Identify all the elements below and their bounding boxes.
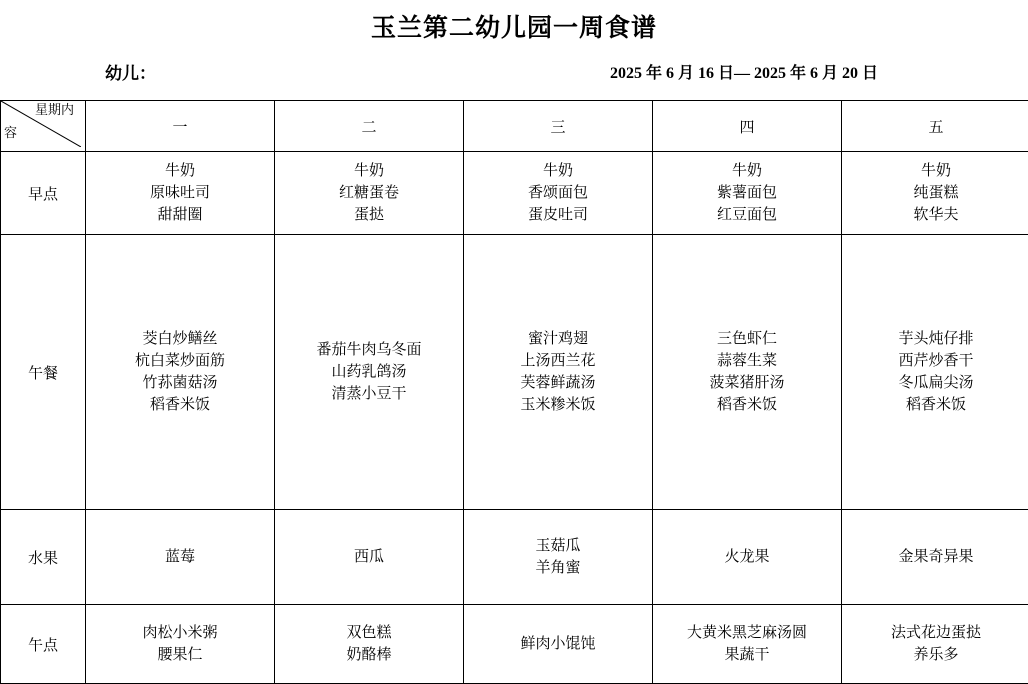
cell-lunch-mon: [86, 235, 275, 510]
menu-item: 杭白菜炒面筋: [88, 350, 272, 372]
menu-item: 果蔬干: [655, 644, 839, 666]
cell-fruit-fri: [842, 510, 1028, 605]
cell-breakfast-tue: [275, 152, 464, 235]
cell-fruit-wed: [464, 510, 653, 605]
menu-item: 腰果仁: [88, 644, 272, 666]
corner-label-content: 容: [4, 125, 17, 140]
menu-item: 原味吐司: [88, 182, 272, 204]
menu-item: 稻香米饭: [655, 394, 839, 416]
menu-item: 玉菇瓜: [466, 535, 650, 557]
cell-breakfast-wed: [464, 152, 653, 235]
menu-item: 菠菜猪肝汤: [655, 372, 839, 394]
menu-item: 红豆面包: [655, 204, 839, 226]
menu-item: 西芹炒香干: [844, 350, 1028, 372]
menu-item: 稻香米饭: [844, 394, 1028, 416]
day-header-3: 三: [464, 101, 653, 152]
cell-snack-wed: [464, 605, 653, 684]
cell-lunch-tue: [275, 235, 464, 510]
cell-snack-thu: [653, 605, 842, 684]
menu-item: 茭白炒鳝丝: [88, 328, 272, 350]
menu-item: 芙蓉鲜蔬汤: [466, 372, 650, 394]
cell-snack-tue: [275, 605, 464, 684]
menu-item: 蜜汁鸡翅: [466, 328, 650, 350]
menu-item: 火龙果: [655, 546, 839, 568]
menu-item: 香颂面包: [466, 182, 650, 204]
table-row-breakfast: [1, 152, 1028, 235]
table-corner-cell: [1, 101, 86, 152]
cell-breakfast-fri: [842, 152, 1028, 235]
menu-item: 牛奶: [277, 160, 461, 182]
menu-item: 蓝莓: [88, 546, 272, 568]
day-header-4: 四: [653, 101, 842, 152]
cell-snack-fri: [842, 605, 1028, 684]
menu-item: 牛奶: [88, 160, 272, 182]
menu-item: 法式花边蛋挞: [844, 622, 1028, 644]
audience-label: 幼儿：: [105, 59, 156, 84]
table-row-afternoon-snack: [1, 605, 1028, 684]
menu-item: 三色虾仁: [655, 328, 839, 350]
menu-item: 蛋皮吐司: [466, 204, 650, 226]
menu-item: 蒜蓉生菜: [655, 350, 839, 372]
cell-fruit-tue: [275, 510, 464, 605]
menu-item: 大黄米黑芝麻汤圆: [655, 622, 839, 644]
corner-label-day: 星期内: [35, 102, 74, 117]
menu-item: 冬瓜扁尖汤: [844, 372, 1028, 394]
cell-lunch-thu: [653, 235, 842, 510]
menu-item: 西瓜: [277, 546, 461, 568]
menu-item: 纯蛋糕: [844, 182, 1028, 204]
menu-item: 养乐多: [844, 644, 1028, 666]
menu-table: [0, 100, 1028, 684]
menu-item: 牛奶: [844, 160, 1028, 182]
menu-item: 紫薯面包: [655, 182, 839, 204]
date-range: 2025 年 6 月 16 日— 2025 年 6 月 20 日: [610, 60, 878, 83]
menu-item: 羊角蜜: [466, 557, 650, 579]
cell-fruit-thu: [653, 510, 842, 605]
menu-item: 甜甜圈: [88, 204, 272, 226]
menu-item: 蛋挞: [277, 204, 461, 226]
row-label-fruit: 水果: [1, 510, 86, 605]
menu-item: 上汤西兰花: [466, 350, 650, 372]
cell-fruit-mon: [86, 510, 275, 605]
menu-item: 奶酪棒: [277, 644, 461, 666]
cell-breakfast-thu: [653, 152, 842, 235]
menu-item: 红糖蛋卷: [277, 182, 461, 204]
menu-item: 清蒸小豆干: [277, 383, 461, 405]
menu-item: 牛奶: [655, 160, 839, 182]
cell-lunch-wed: [464, 235, 653, 510]
menu-item: 牛奶: [466, 160, 650, 182]
row-label-afternoon-snack: 午点: [1, 605, 86, 684]
menu-item: 双色糕: [277, 622, 461, 644]
menu-item: 金果奇异果: [844, 546, 1028, 568]
menu-item: 番茄牛肉乌冬面: [277, 339, 461, 361]
page-title: 玉兰第二幼儿园一周食谱: [0, 12, 1028, 46]
menu-item: 软华夫: [844, 204, 1028, 226]
cell-breakfast-mon: [86, 152, 275, 235]
menu-item: 肉松小米粥: [88, 622, 272, 644]
table-row-fruit: [1, 510, 1028, 605]
table-row-lunch: [1, 235, 1028, 510]
day-header-1: 一: [86, 101, 275, 152]
cell-snack-mon: [86, 605, 275, 684]
cell-lunch-fri: [842, 235, 1028, 510]
day-header-2: 二: [275, 101, 464, 152]
document-page: [0, 12, 1028, 674]
menu-item: 玉米糁米饭: [466, 394, 650, 416]
subheader: [0, 56, 1028, 90]
row-label-lunch: 午餐: [1, 235, 86, 510]
table-header-row: [1, 101, 1028, 152]
menu-item: 竹荪菌菇汤: [88, 372, 272, 394]
row-label-breakfast: 早点: [1, 152, 86, 235]
menu-item: 山药乳鸽汤: [277, 361, 461, 383]
menu-item: 芋头炖仔排: [844, 328, 1028, 350]
menu-item: 稻香米饭: [88, 394, 272, 416]
day-header-5: 五: [842, 101, 1028, 152]
menu-item: 鲜肉小馄饨: [466, 633, 650, 655]
